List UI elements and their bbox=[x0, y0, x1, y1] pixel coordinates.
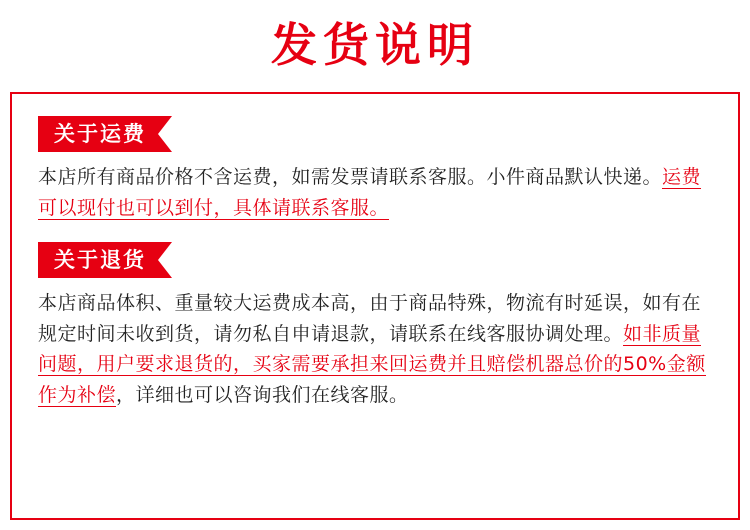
section-tag-wrap-return-policy bbox=[38, 242, 712, 278]
section-divider-gap bbox=[38, 234, 712, 242]
section-body-shipping-fee bbox=[38, 162, 712, 224]
return-policy-text-plain-first: 本店商品体积、重量较大运费成本高，由于商品特殊，物流有时延误，如有在规定时间未收到货，请勿私自申请退款，请联系在线客服协调处理。 bbox=[38, 291, 702, 345]
page-title: 发货说明 bbox=[271, 18, 479, 72]
return-policy-text-plain-second: ，详细也可以咨询我们在线客服。 bbox=[116, 384, 409, 407]
section-tag-shipping-fee: 关于运费 bbox=[38, 116, 172, 152]
section-return-policy bbox=[38, 242, 712, 411]
section-tag-wrap-shipping-fee bbox=[38, 116, 712, 152]
return-policy-text-highlight: 如非质量问题，用户要求退货的，买家需要承担来回运费并且赔偿机器总价的50%金额作为补偿 bbox=[38, 322, 706, 407]
shipping-fee-text-plain: 本店所有商品价格不含运费，如需发票请联系客服。小件商品默认快递。 bbox=[38, 166, 663, 189]
section-tag-return-policy: 关于退货 bbox=[38, 242, 172, 278]
section-body-return-policy bbox=[38, 288, 712, 411]
content-box bbox=[10, 92, 740, 520]
shipping-fee-text-highlight: 运费可以现付也可以到付，具体请联系客服。 bbox=[38, 166, 702, 219]
section-shipping-fee bbox=[38, 116, 712, 224]
